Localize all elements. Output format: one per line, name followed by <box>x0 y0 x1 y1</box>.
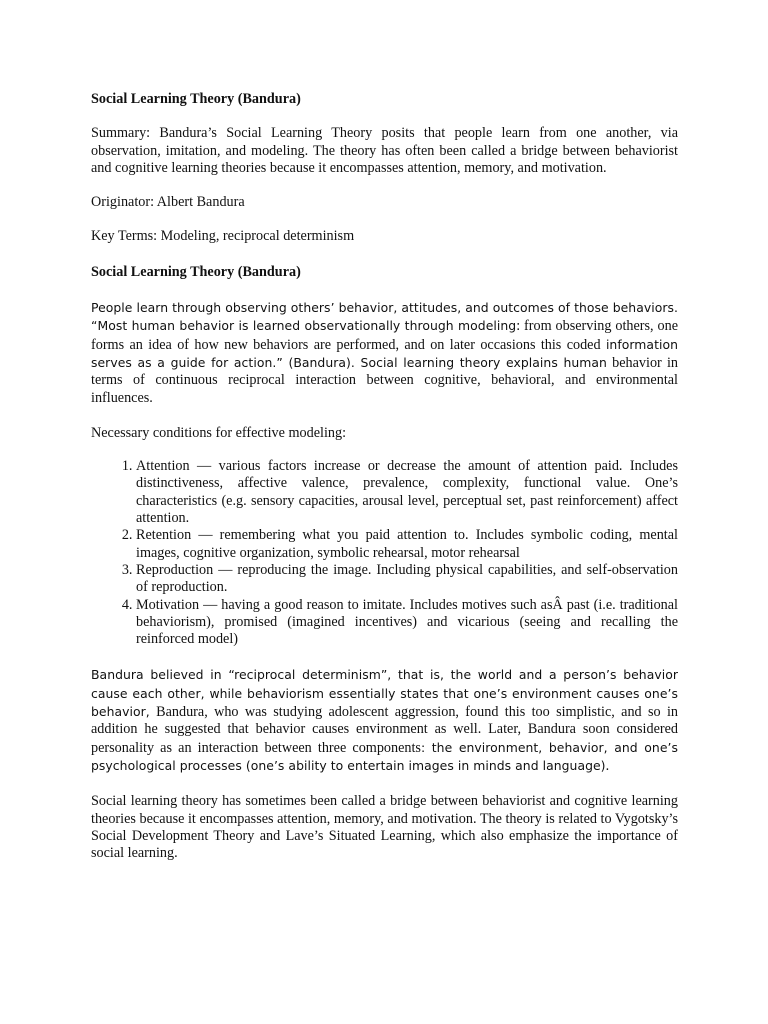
conditions-list <box>91 458 678 648</box>
list-item: 1. Attention — various factors increase or decrease the amount of attention paid. Includes distinctiveness, affective valence, prevalence, complexity, functional value. One’s characteristics (e.g. sensory capacities, arousal level, perceptual set, past reinforcement) affect attention. <box>136 458 678 527</box>
reciprocal-determinism-paragraph <box>91 666 678 775</box>
bandura-text-part3: : the environment, behavior, and one’s psychological processes (one’s ability to entertain images in minds and language) <box>91 739 678 773</box>
intro-text-part2: : from observing others, one forms an idea of how new behaviors are performed, and on later occasions this coded <box>91 318 678 353</box>
intro-paragraph <box>91 299 678 407</box>
intro-text-part3: information serves as a guide for action.” (Bandura). Social learning theory explains human <box>91 336 678 370</box>
closing-paragraph: Social learning theory has sometimes been called a bridge between behaviorist and cognitive learning theories because it encompasses attention, memory, and motivation. The theory is related to Vygotsky’s Social Development Theory and Lave’s Situated Learning, which also emphasize the importance of social learning. <box>91 793 678 862</box>
intro-text-part1: People learn through observing others’ behavior, attitudes, and outcomes of those behaviors. “Most human behavior is learned observationally through modeling <box>91 300 678 334</box>
list-item: 4. Motivation — having a good reason to imitate. Includes motives such asÂ past (i.e. traditional behaviorism), promised (imagined incentives) and vicarious (seeing and recalling the reinforced model) <box>136 597 678 649</box>
section-heading: Social Learning Theory (Bandura) <box>91 263 301 280</box>
key-terms-line: Key Terms: Modeling, reciprocal determinism <box>91 228 355 245</box>
intro-text-part4: behavior in terms of continuous reciprocal interaction between cognitive, behavioral, and environmental influences. <box>91 354 679 406</box>
summary-label: Summary <box>91 125 147 142</box>
bandura-text-part2: Bandura, who was studying adolescent aggression, found this too simplistic, and so in addition he suggested that behavior causes environment as well. Later, Bandura soon considered personality as an interaction between three components <box>91 704 678 756</box>
summary-text: : Bandura’s Social Learning Theory posits that people learn from one another, via observation, imitation, and modeling. The theory has often been called a bridge between behaviorist and cognitive learning theories because it encompasses attention, memory, and motivation. <box>91 125 678 176</box>
summary-paragraph <box>91 125 678 177</box>
bandura-text-part4: . <box>605 757 610 774</box>
conditions-intro: Necessary conditions for effective modeling: <box>91 424 347 441</box>
list-item: 3. Reproduction — reproducing the image. Including physical capabilities, and self-observation of reproduction. <box>136 562 678 597</box>
document-title: Social Learning Theory (Bandura) <box>91 91 301 107</box>
originator-line: Originator: Albert Bandura <box>91 194 245 211</box>
document-page <box>91 91 678 862</box>
bandura-text-part1: Bandura believed in “reciprocal determinism”, that is, the world and a person’s behavior cause each other, while behaviorism essentially states that one’s environment causes one’s behavior, <box>91 667 678 720</box>
list-item: 2. Retention — remembering what you paid attention to. Includes symbolic coding, mental images, cognitive organization, symbolic rehearsal, motor rehearsal <box>136 527 678 562</box>
